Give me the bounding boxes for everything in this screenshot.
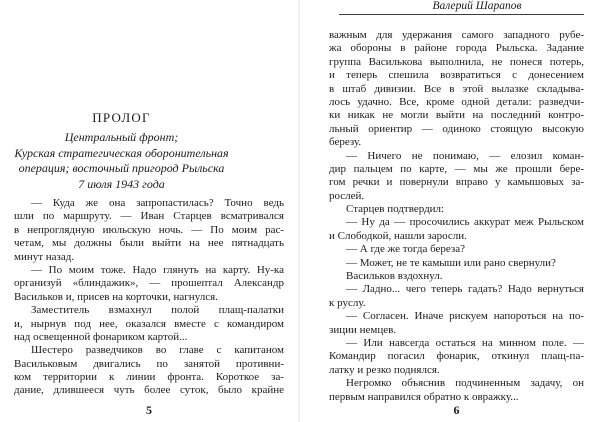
text-line: важным для удержания самого западного рубе- [329, 29, 584, 41]
text-line: — Ладно... чего теперь гадать? Надо вернуться [346, 283, 584, 296]
text-line: лось удачно. Все, кроме одной детали: разведчи- [329, 95, 584, 108]
text-line: над освещенной фонариком картой... [14, 330, 188, 343]
page-divider [298, 0, 300, 422]
text-line: дир пальцем по карте, — мы же прошли бере- [329, 162, 584, 175]
text-line: — По моим тоже. Надо глянуть на карту. Ну-ка [31, 263, 284, 276]
text-line: Васильковым двигались по занятой противни- [14, 357, 284, 370]
text-line: шли по маршруту. — Иван Старцев всматривался [14, 210, 284, 223]
text-line: гом речки и повернули вправо у камышовых за- [329, 176, 584, 189]
text-line: Васильков вздохнул. [346, 270, 443, 283]
text-line: — Куда же она запропастилась? Точно ведь [31, 197, 284, 209]
page-number-left: 5 [146, 403, 152, 417]
text-line: — Может, не те камыши или рано свернули? [346, 256, 556, 269]
text-line: 7 июля 1943 года [78, 177, 165, 192]
text-line: ки никак не могли выйти на последний контро- [329, 109, 584, 122]
text-line: в штаб дивизии. Все в этой вылазке складыва- [329, 82, 584, 95]
text-line: березу. [329, 136, 362, 149]
text-line: — Ну да — просочились аккурат меж Рыльском [346, 216, 584, 229]
chapter-title: ПРОЛОГ [92, 110, 151, 125]
text-line: Старцев подтвердил: [346, 203, 445, 216]
text-line: операция; восточный пригород Рыльска [18, 161, 225, 176]
text-line: Заместитель взмахнул полой плащ-палатки [31, 304, 284, 317]
text-line: ком территории к линии фронта. Короткое за- [14, 371, 284, 384]
text-line: в непроглядную июльскую ночь. — По моим рас- [14, 223, 284, 236]
text-line: дание, длившееся чуть более суток, было крайне [14, 384, 284, 397]
text-line: и Слободкой, нашли заросли. [329, 229, 467, 242]
text-line: и, нырнув под нее, оказался вместе с командиром [14, 317, 284, 330]
text-line: — Ничего не понимаю, — елозил коман- [346, 149, 584, 162]
text-line: к руслу. [329, 296, 366, 309]
text-line: четам, мы должны были выйти на нее пятнадцать [14, 237, 284, 250]
left-page-text [14, 197, 284, 398]
text-line: — Согласен. Иначе рискуем напороться на по- [346, 310, 584, 323]
text-line: Шестеро разведчиков во главе с капитаном [31, 344, 284, 357]
text-line: Васильков и, присев на корточки, нагнулся. [14, 290, 218, 303]
text-line: латку и резко поднялся. [329, 363, 440, 376]
running-header: Валерий Шарапов [432, 0, 522, 12]
text-line: минут назад. [14, 250, 75, 263]
text-line: Курская стратегическая оборонительная [14, 145, 229, 160]
text-line: и теперь спешила возвратиться с донесением [329, 69, 584, 82]
text-line: жа обороны в районе города Рыльска. Задание [329, 42, 584, 55]
text-line: — А где же тогда береза? [346, 243, 466, 256]
header-rule [339, 14, 584, 15]
text-line: группа Василькова выполнила, не понеся потерь, [329, 55, 584, 68]
epigraph [14, 130, 229, 193]
text-line: зиции немцев. [329, 323, 397, 336]
text-line: Командир погасил фонарик, откинул плащ-па- [329, 350, 584, 363]
text-line: — Или навсегда остаться на минном поле. — [346, 336, 584, 349]
text-line: Центральный фронт; [64, 130, 179, 144]
text-line: Негромко объяснив подчиненным задачу, он [346, 377, 584, 390]
text-line: первым направился обратно к овражку... [329, 390, 519, 403]
page-number-right: 6 [453, 403, 460, 417]
right-page-text [329, 29, 584, 404]
text-line: организуй «блиндажик», — прошептал Александр [14, 277, 284, 290]
text-line: рослей. [329, 189, 365, 202]
text-line: льный ориентир — одиноко стоящую высокую [329, 122, 584, 135]
